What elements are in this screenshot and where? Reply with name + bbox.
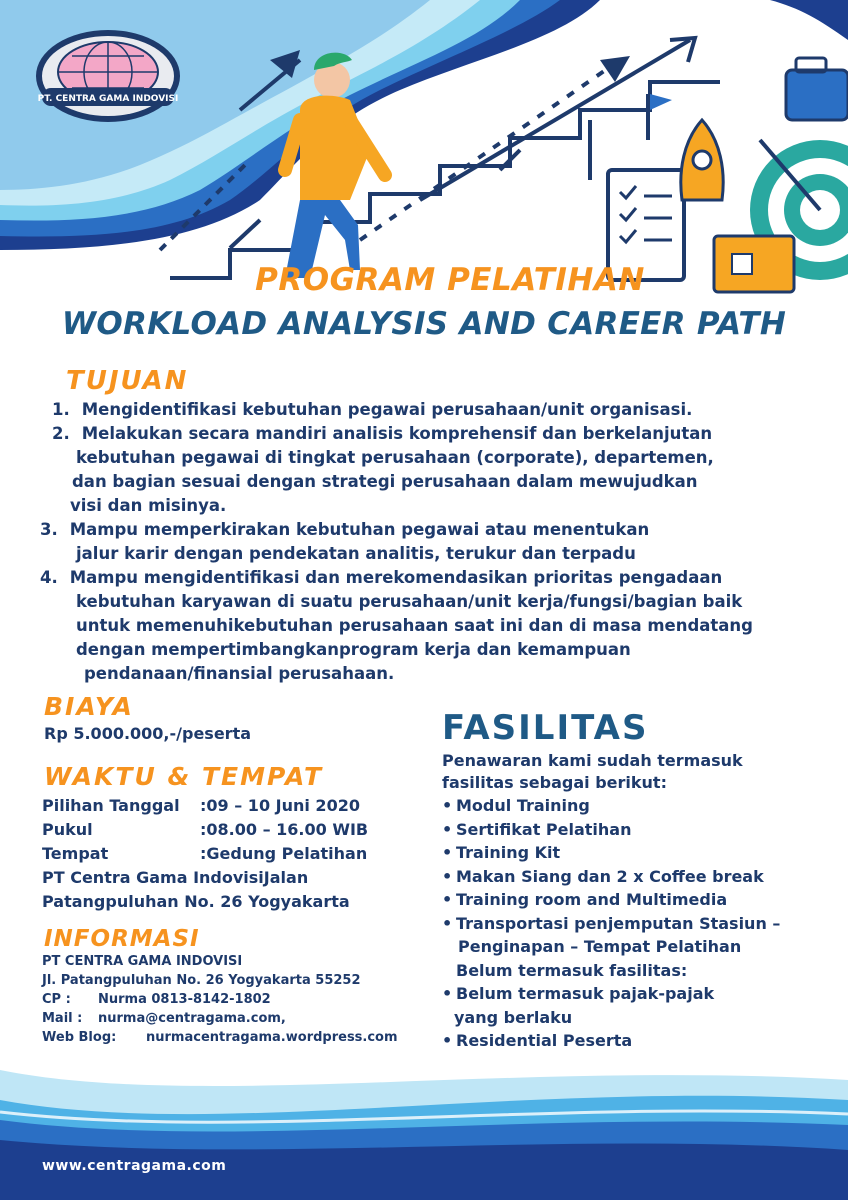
waktu-pukul-value: :08.00 – 16.00 WIB <box>200 820 369 839</box>
bullet-icon: • <box>442 913 453 933</box>
fasilitas-exclude-item-1-line-2: yang berlaku <box>454 1007 573 1027</box>
fasilitas-item-4 <box>442 865 822 889</box>
info-address: Jl. Patangpuluhan No. 26 Yogyakarta 55252 <box>42 973 361 988</box>
info-blog-value[interactable]: nurmacentragama.wordpress.com <box>146 1030 398 1045</box>
bullet-icon: • <box>442 890 453 909</box>
info-mail-row <box>42 1009 398 1028</box>
info-mail-value[interactable]: nurma@centragama.com, <box>98 1011 286 1026</box>
tujuan-item-4-line-5: pendanaan/finansial perusahaan. <box>84 664 395 683</box>
bullet-icon: • <box>442 796 453 815</box>
fasilitas-heading: FASILITAS <box>442 708 649 748</box>
tujuan-item-1-line-1: Mengidentifikasi kebutuhan pegawai perusahaan/unit organisasi. <box>81 400 693 419</box>
bullet-icon: • <box>442 866 453 886</box>
company-logo <box>34 26 182 126</box>
info-cp-value: Nurma 0813-8142-1802 <box>98 992 271 1007</box>
fasilitas-item-2-text: Sertifikat Pelatihan <box>456 819 632 839</box>
fasilitas-item-4-text: Makan Siang dan 2 x Coffee break <box>456 866 764 886</box>
tujuan-item-4-line-4: dengan mempertimbangkanprogram kerja dan kemampuan <box>76 640 631 659</box>
waktu-pukul-label: Pukul <box>42 820 93 839</box>
tujuan-item-2-line-3: dan bagian sesuai dengan strategi perusahaan dalam mewujudkan <box>72 472 698 491</box>
top-right-corner <box>770 0 848 40</box>
venue-address-line-1: PT Centra Gama IndovisiJalan <box>42 868 309 887</box>
fasilitas-exclude-label: Belum termasuk fasilitas: <box>456 960 688 980</box>
waktu-row-pukul <box>42 818 368 842</box>
info-mail-label: Mail : <box>42 1011 83 1026</box>
waktu-tempat-table <box>42 794 368 866</box>
fasilitas-item-transport <box>442 912 822 936</box>
info-blog-row <box>42 1028 398 1047</box>
informasi-heading: INFORMASI <box>44 926 200 952</box>
program-subtitle: WORKLOAD ANALYSIS AND CAREER PATH <box>61 306 787 342</box>
briefcase-illustration <box>786 58 848 120</box>
waktu-tempat-value: :Gedung Pelatihan <box>200 844 368 863</box>
tujuan-item-3-line-1: Mampu memperkirakan kebutuhan pegawai atau menentukan <box>69 520 650 539</box>
tujuan-item-2-line-1: Melakukan secara mandiri analisis komprehensif dan berkelanjutan <box>81 424 713 443</box>
fasilitas-transport-line-1: Transportasi penjemputan Stasiun – <box>456 913 781 933</box>
rocket-illustration <box>681 120 723 200</box>
fasilitas-exclude-item-1 <box>442 982 822 1006</box>
biaya-value: Rp 5.000.000,-/peserta <box>44 724 252 743</box>
tujuan-item-2 <box>40 422 820 518</box>
info-cp-label: CP : <box>42 992 71 1007</box>
fasilitas-transport-line-2: Penginapan – Tempat Pelatihan <box>458 937 742 956</box>
fasilitas-item-3 <box>442 841 822 865</box>
program-title: PROGRAM PELATIHAN <box>255 262 645 298</box>
waktu-row-tempat <box>42 842 368 866</box>
footer-website-link[interactable]: www.centragama.com <box>42 1158 227 1174</box>
tujuan-item-2-line-4: visi dan misinya. <box>70 496 227 515</box>
info-blog-label: Web Blog: <box>42 1030 117 1045</box>
waktu-tempat-heading: WAKTU & TEMPAT <box>44 762 324 791</box>
fasilitas-item-5-text: Training room and Multimedia <box>456 890 728 909</box>
fasilitas-intro-line-1: Penawaran kami sudah termasuk <box>442 751 743 770</box>
fasilitas-item-5 <box>442 888 822 912</box>
info-cp-row <box>42 990 398 1009</box>
fasilitas-list <box>442 794 822 1053</box>
waktu-tanggal-value: :09 – 10 Juni 2020 <box>200 796 360 815</box>
fasilitas-item-3-text: Training Kit <box>456 843 561 862</box>
waktu-tempat-label: Tempat <box>42 844 109 863</box>
fasilitas-item-2 <box>442 818 822 842</box>
tujuan-heading: TUJUAN <box>66 366 189 396</box>
fasilitas-intro-line-2: fasilitas sebagai berikut: <box>442 773 667 792</box>
fasilitas-exclude-item-2-text: Residential Peserta <box>456 1031 633 1050</box>
tujuan-item-1 <box>40 398 820 422</box>
tujuan-item-3-number: 3. <box>40 520 58 539</box>
fasilitas-item-1-text: Modul Training <box>456 796 590 815</box>
tujuan-item-3 <box>40 518 820 566</box>
venue-address <box>42 866 402 914</box>
tujuan-item-4-line-2: kebutuhan karyawan di suatu perusahaan/unit kerja/fungsi/bagian baik <box>76 592 743 611</box>
waktu-tanggal-label: Pilihan Tanggal <box>42 796 180 815</box>
fasilitas-exclude-item-2 <box>442 1029 822 1053</box>
tujuan-item-3-line-2: jalur karir dengan pendekatan analitis, terukur dan terpadu <box>76 544 636 563</box>
bullet-icon: • <box>442 843 453 862</box>
bullet-icon: • <box>442 984 453 1003</box>
fasilitas-item-1 <box>442 794 822 818</box>
biaya-heading: BIAYA <box>44 692 134 721</box>
fasilitas-intro <box>442 750 812 794</box>
flag-illustration <box>648 94 672 140</box>
tujuan-item-2-number: 2. <box>52 424 70 443</box>
tujuan-item-1-number: 1. <box>52 400 70 419</box>
bullet-icon: • <box>442 819 453 839</box>
bullet-icon: • <box>442 1031 453 1050</box>
informasi-block <box>42 952 398 1047</box>
waktu-row-tanggal <box>42 794 368 818</box>
tujuan-item-2-line-2: kebutuhan pegawai di tingkat perusahaan (corporate), departemen, <box>76 448 714 467</box>
tujuan-item-4-number: 4. <box>40 568 58 587</box>
venue-address-line-2: Patangpuluhan No. 26 Yogyakarta <box>42 892 350 911</box>
tujuan-item-4-line-3: untuk memenuhikebutuhan perusahaan saat ini dan di masa mendatang <box>76 616 753 635</box>
tujuan-item-4 <box>40 566 820 686</box>
tujuan-item-4-line-1: Mampu mengidentifikasi dan merekomendasikan prioritas pengadaan <box>69 568 723 587</box>
tujuan-list <box>40 398 820 686</box>
fasilitas-exclude-item-1-line-1: Belum termasuk pajak-pajak <box>456 984 715 1003</box>
info-company: PT CENTRA GAMA INDOVISI <box>42 954 243 969</box>
logo-text: PT. CENTRA GAMA INDOVISI <box>37 94 179 104</box>
